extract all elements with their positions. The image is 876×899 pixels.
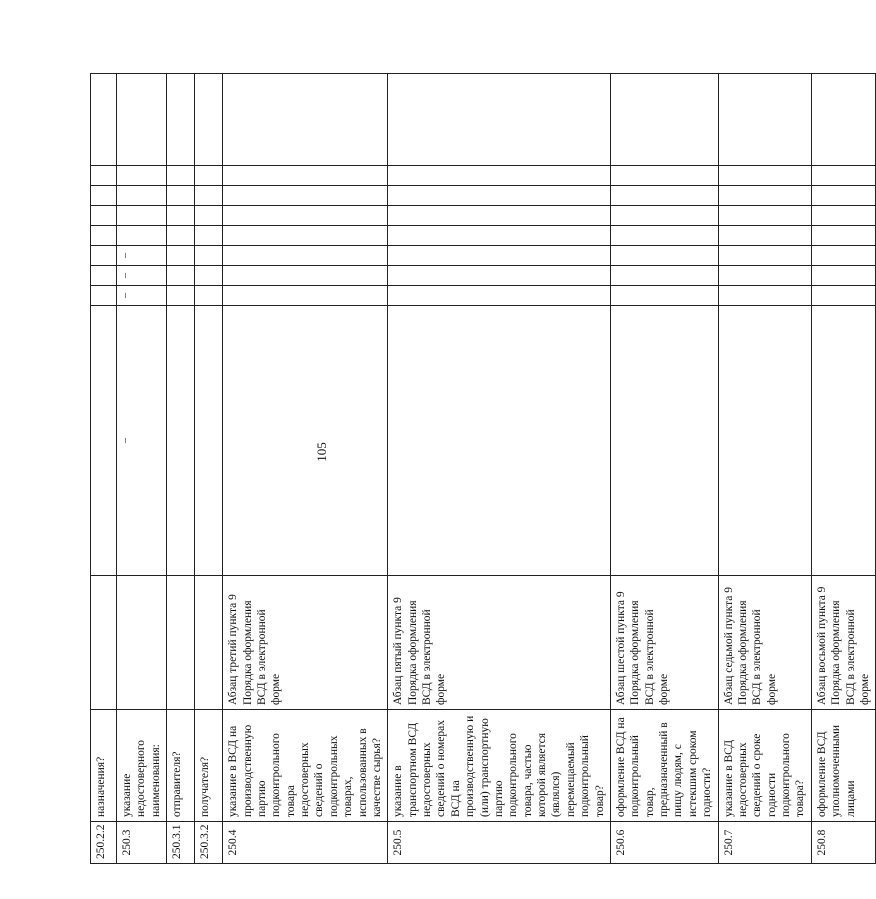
answer-cell <box>117 186 167 206</box>
answer-cell <box>718 266 811 286</box>
answer-cell <box>223 246 388 266</box>
answer-cell <box>167 206 195 226</box>
answer-cell <box>718 226 811 246</box>
answer-cell <box>117 226 167 246</box>
answer-cell <box>223 286 388 306</box>
answer-cell <box>195 186 223 206</box>
row-reference <box>195 576 223 710</box>
row-number: 250.2.2 <box>91 822 117 864</box>
table-row <box>195 74 223 864</box>
row-reference: Абзац пятый пункта 9 Порядка оформления ВСД в электронной форме <box>388 576 611 710</box>
checklist-table <box>90 73 876 864</box>
table-row <box>811 74 876 864</box>
answer-cell <box>610 166 718 186</box>
answer-cell <box>811 186 876 206</box>
table-rotator <box>90 74 871 864</box>
answer-cell <box>195 206 223 226</box>
row-number: 250.7 <box>718 822 811 864</box>
rotated-table-container <box>90 74 871 864</box>
answer-cell <box>388 166 611 186</box>
answer-cell <box>610 306 718 576</box>
answer-cell <box>167 246 195 266</box>
answer-cell <box>223 166 388 186</box>
answer-cell <box>718 286 811 306</box>
row-number: 250.5 <box>388 822 611 864</box>
row-reference: Абзац третий пункта 9 Порядка оформления ВСД в электронной форме <box>223 576 388 710</box>
answer-cell <box>91 226 117 246</box>
row-question: указание в ВСД недостоверных сведений о сроке годности подконтрольного товара? <box>718 710 811 822</box>
row-number: 250.3.2 <box>195 822 223 864</box>
answer-cell <box>223 206 388 226</box>
answer-cell <box>223 226 388 246</box>
answer-cell <box>167 186 195 206</box>
answer-cell <box>91 74 117 166</box>
row-question: указание в транспортном ВСД недостоверных сведений о номерах ВСД на производственную и (или) транспортную партию подконтрольного товара, частью которой является (являлся) перемещаемый подконтрольный товар? <box>388 710 611 822</box>
answer-cell <box>167 286 195 306</box>
table-row <box>388 74 611 864</box>
row-number: 250.4 <box>223 822 388 864</box>
answer-cell <box>388 226 611 246</box>
answer-cell <box>388 74 611 166</box>
table-row <box>223 74 388 864</box>
answer-cell <box>223 186 388 206</box>
answer-cell <box>718 186 811 206</box>
answer-cell <box>117 166 167 186</box>
answer-cell <box>195 74 223 166</box>
answer-cell <box>223 306 388 576</box>
table-row <box>610 74 718 864</box>
row-number: 250.8 <box>811 822 876 864</box>
answer-cell <box>167 166 195 186</box>
answer-cell <box>718 166 811 186</box>
answer-cell <box>91 286 117 306</box>
answer-cell <box>195 286 223 306</box>
answer-cell <box>811 226 876 246</box>
answer-cell <box>195 306 223 576</box>
row-reference: Абзац седьмой пункта 9 Порядка оформления ВСД в электронной форме <box>718 576 811 710</box>
row-question: назначения? <box>91 710 117 822</box>
answer-cell <box>388 186 611 206</box>
table-row <box>91 74 117 864</box>
answer-cell <box>388 286 611 306</box>
answer-cell <box>91 186 117 206</box>
answer-cell <box>610 74 718 166</box>
answer-cell <box>811 246 876 266</box>
row-question: отправителя? <box>167 710 195 822</box>
row-number: 250.6 <box>610 822 718 864</box>
answer-cell <box>388 246 611 266</box>
answer-cell: – <box>117 286 167 306</box>
answer-cell <box>610 286 718 306</box>
answer-cell <box>718 74 811 166</box>
answer-cell <box>167 226 195 246</box>
answer-cell <box>811 74 876 166</box>
row-question: указание недостоверного наименования: <box>117 710 167 822</box>
answer-cell <box>811 286 876 306</box>
table-row <box>718 74 811 864</box>
answer-cell <box>117 206 167 226</box>
answer-cell <box>388 306 611 576</box>
answer-cell <box>195 166 223 186</box>
answer-cell <box>811 206 876 226</box>
answer-cell <box>195 266 223 286</box>
answer-cell <box>195 226 223 246</box>
answer-cell <box>91 206 117 226</box>
answer-cell <box>610 246 718 266</box>
answer-cell: – <box>117 246 167 266</box>
answer-cell <box>91 246 117 266</box>
row-reference: Абзац восьмой пункта 9 Порядка оформления ВСД в электронной форме <box>811 576 876 710</box>
row-reference <box>91 576 117 710</box>
row-question: оформление ВСД уполномоченными лицами <box>811 710 876 822</box>
row-reference <box>167 576 195 710</box>
answer-cell <box>195 246 223 266</box>
row-question: получателя? <box>195 710 223 822</box>
answer-cell <box>811 306 876 576</box>
answer-cell <box>117 74 167 166</box>
answer-cell <box>91 166 117 186</box>
answer-cell <box>388 266 611 286</box>
answer-cell: – <box>117 306 167 576</box>
answer-cell <box>610 266 718 286</box>
answer-cell <box>610 186 718 206</box>
answer-cell <box>223 74 388 166</box>
answer-cell <box>718 206 811 226</box>
answer-cell <box>167 74 195 166</box>
answer-cell <box>167 306 195 576</box>
page-number: 105 <box>314 442 329 462</box>
answer-cell <box>718 246 811 266</box>
answer-cell <box>91 266 117 286</box>
row-number: 250.3.1 <box>167 822 195 864</box>
answer-cell <box>91 306 117 576</box>
answer-cell <box>167 266 195 286</box>
answer-cell <box>388 206 611 226</box>
row-number: 250.3 <box>117 822 167 864</box>
table-row <box>117 74 167 864</box>
row-reference: Абзац шестой пункта 9 Порядка оформления ВСД в электронной форме <box>610 576 718 710</box>
row-question: оформление ВСД на подконтрольный товар, предназначенный в пищу людям, с истекшим сроком годности? <box>610 710 718 822</box>
answer-cell <box>811 266 876 286</box>
answer-cell: – <box>117 266 167 286</box>
answer-cell <box>610 206 718 226</box>
answer-cell <box>223 266 388 286</box>
row-question: указание в ВСД на производственную партию подконтрольного товара недостоверных сведений о подконтрольных товарах, использованных в качестве сырья? <box>223 710 388 822</box>
answer-cell <box>718 306 811 576</box>
row-reference <box>117 576 167 710</box>
answer-cell <box>610 226 718 246</box>
table-row <box>167 74 195 864</box>
answer-cell <box>811 166 876 186</box>
